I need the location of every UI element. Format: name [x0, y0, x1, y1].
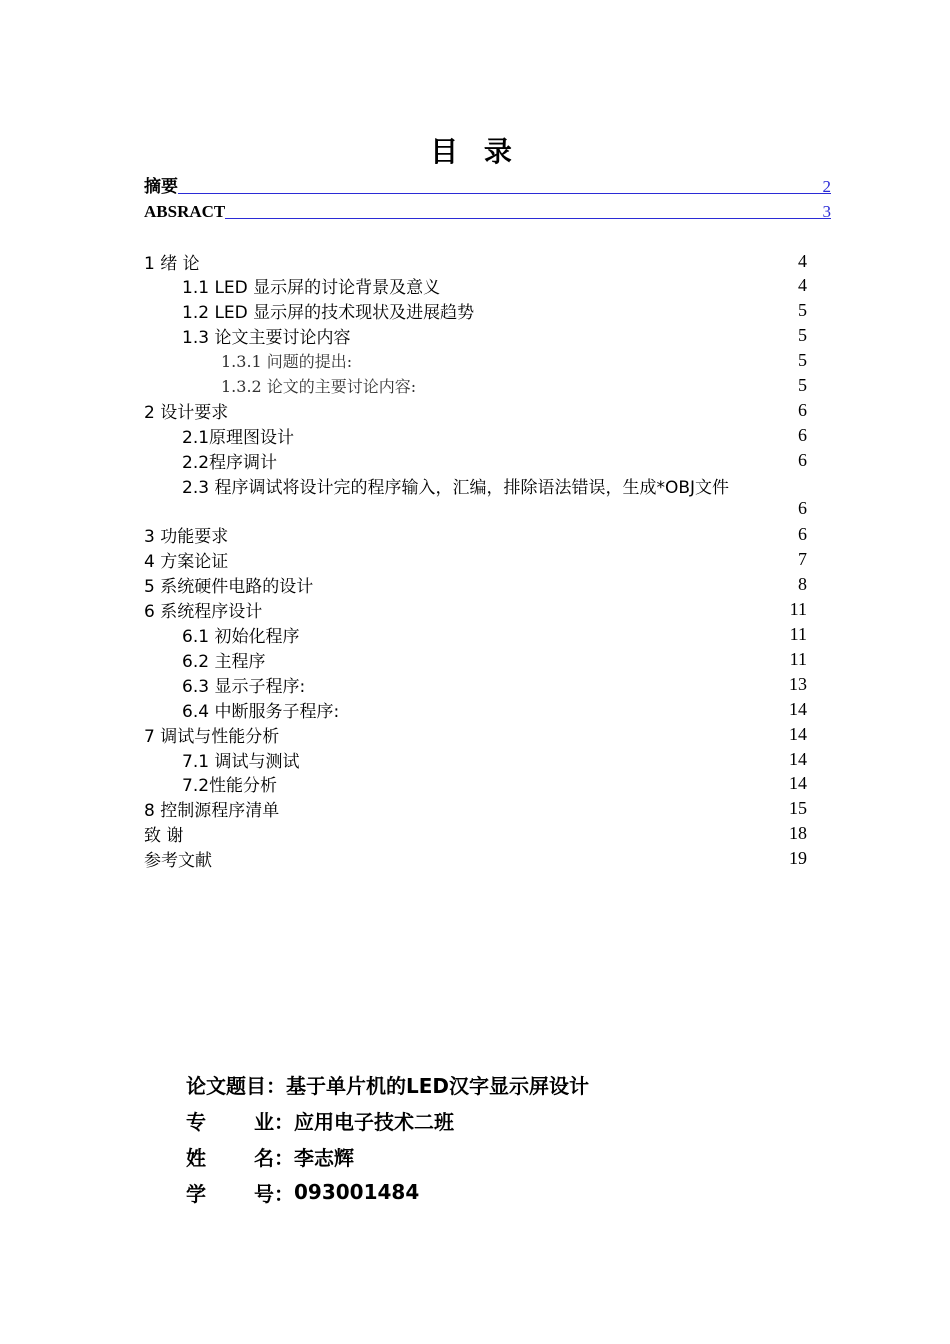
toc-entry-title: 2.1原理图设计	[182, 427, 295, 448]
toc-entry[interactable]	[182, 299, 807, 323]
toc-entry-page: 11	[789, 624, 807, 644]
toc-entry[interactable]	[182, 623, 807, 647]
toc-entry-title: 参考文献	[144, 851, 212, 872]
toc-entry-title: 7.2性能分析	[182, 776, 278, 797]
toc-entry-title: 6.3 显示子程序:	[182, 676, 306, 697]
thesis-title-value: 基于单片机的LED汉字显示屏设计	[286, 1073, 590, 1098]
major-row	[186, 1102, 786, 1138]
toc-link-abstract[interactable]	[144, 175, 831, 197]
name-value: 李志辉	[294, 1145, 354, 1170]
toc-entry[interactable]	[182, 747, 807, 771]
toc-entry-page: 18	[789, 823, 807, 844]
toc-entry-page: 14	[789, 723, 807, 744]
toc-link-page[interactable]: 3	[822, 202, 831, 221]
toc-entry-page: 5	[798, 325, 807, 346]
toc-entry-page: 6	[798, 524, 807, 545]
toc-entry-title: 1.2 LED 显示屏的技术现状及进展趋势	[182, 303, 475, 324]
student-id-row	[186, 1174, 786, 1210]
student-id-key-2: 号：	[254, 1181, 294, 1206]
toc-entry-title: 8 控制源程序清单	[144, 801, 280, 822]
toc-entry[interactable]	[182, 672, 807, 696]
toc-entry[interactable]	[182, 697, 807, 721]
toc-entry[interactable]	[182, 324, 807, 348]
leader-line	[225, 218, 822, 219]
toc-entry[interactable]	[182, 473, 807, 497]
name-key-2: 名：	[254, 1145, 294, 1170]
student-id-key-1: 学	[186, 1181, 206, 1206]
toc-entry-title: 1.3.2 论文的主要讨论内容:	[221, 377, 417, 396]
toc-entry-title: 7.1 调试与测试	[182, 751, 300, 772]
toc-entry-page: 6	[798, 498, 807, 518]
toc-entry-page: 6	[798, 449, 807, 470]
toc-entry[interactable]	[144, 523, 807, 547]
thesis-title-row	[186, 1066, 786, 1102]
toc-entry[interactable]	[144, 598, 807, 622]
page-title: 目 录	[430, 135, 520, 168]
toc-entry[interactable]	[144, 797, 807, 821]
toc-entry-title: 6.1 初始化程序	[182, 627, 300, 647]
thesis-title-key: 论文题目：	[186, 1073, 286, 1098]
toc-entry[interactable]	[144, 398, 807, 422]
toc-entry-title: 1 绪 论	[144, 253, 200, 274]
toc-entry[interactable]	[144, 822, 807, 846]
thesis-info	[186, 1066, 786, 1210]
major-key-1: 专	[186, 1109, 206, 1134]
toc-entry[interactable]	[221, 349, 807, 373]
toc-entry-page: 7	[798, 549, 807, 570]
toc-entry-page: 14	[789, 773, 807, 794]
toc-entry-page: 11	[789, 648, 807, 669]
toc-entry[interactable]	[221, 374, 807, 398]
toc-entry-page: 5	[798, 375, 807, 395]
leader-line	[178, 193, 823, 194]
toc-entry-page: 4	[798, 250, 807, 271]
toc-entry-page: 5	[798, 300, 807, 321]
toc-entry-title: 2.3 程序调试将设计完的程序输入，汇编，排除语法错误，生成*OBJ文件	[182, 477, 729, 498]
toc-entry[interactable]	[144, 847, 807, 871]
toc-entry-page: 19	[789, 848, 807, 869]
toc-entry-title: 5 系统硬件电路的设计	[144, 577, 314, 598]
student-id-value: 093001484	[294, 1180, 420, 1204]
major-key-2: 业：	[254, 1109, 294, 1134]
toc-entry-page: 8	[798, 574, 807, 595]
toc-entry[interactable]	[182, 772, 807, 796]
toc-entry[interactable]	[182, 423, 807, 447]
toc-entry-title: 2.2程序调计	[182, 452, 278, 473]
name-key-1: 姓	[186, 1145, 206, 1170]
toc-entry[interactable]	[144, 722, 807, 746]
toc-link-label: ABSRACT	[144, 202, 226, 221]
toc-entry[interactable]	[144, 573, 807, 597]
toc-entry-title: 4 方案论证	[144, 552, 229, 573]
toc-entry-page: 4	[798, 275, 807, 296]
toc-entry-page: 15	[789, 798, 807, 819]
toc-entry[interactable]	[182, 448, 807, 472]
toc-entry-title: 1.3 论文主要讨论内容	[182, 328, 351, 349]
toc-entry-title: 2 设计要求	[144, 402, 229, 423]
major-value: 应用电子技术二班	[294, 1109, 454, 1134]
toc-link-page[interactable]: 2	[822, 177, 831, 196]
toc-link-label: 摘要	[144, 177, 178, 196]
toc-link-absract[interactable]	[144, 200, 831, 222]
toc-entry-title: 6.2 主程序	[182, 651, 266, 672]
toc-entry[interactable]	[144, 548, 807, 572]
toc-entry-page: 6	[798, 399, 807, 420]
toc-entry-title: 6.4 中断服务子程序:	[182, 701, 340, 722]
toc-entry[interactable]	[182, 274, 807, 298]
toc-entry-page: 6	[798, 424, 807, 445]
toc-entry[interactable]	[144, 249, 807, 273]
toc-entry-title: 1.1 LED 显示屏的讨论背景及意义	[182, 278, 441, 299]
toc-entry-title: 7 调试与性能分析	[144, 726, 280, 747]
toc-entry[interactable]	[182, 647, 807, 671]
toc-entry-page: 14	[789, 748, 807, 769]
toc-entry-page: 14	[789, 698, 807, 719]
toc-entry-title: 1.3.1 问题的提出:	[221, 352, 353, 372]
toc-entry-title: 6 系统程序设计	[144, 602, 263, 623]
toc-entry-title: 3 功能要求	[144, 527, 229, 548]
toc-entry-page: 13	[789, 673, 807, 694]
toc-entry-page: 5	[798, 350, 807, 371]
name-row	[186, 1138, 786, 1174]
toc-entry-page: 11	[789, 599, 807, 620]
toc-entry-title: 致 谢	[144, 826, 184, 847]
